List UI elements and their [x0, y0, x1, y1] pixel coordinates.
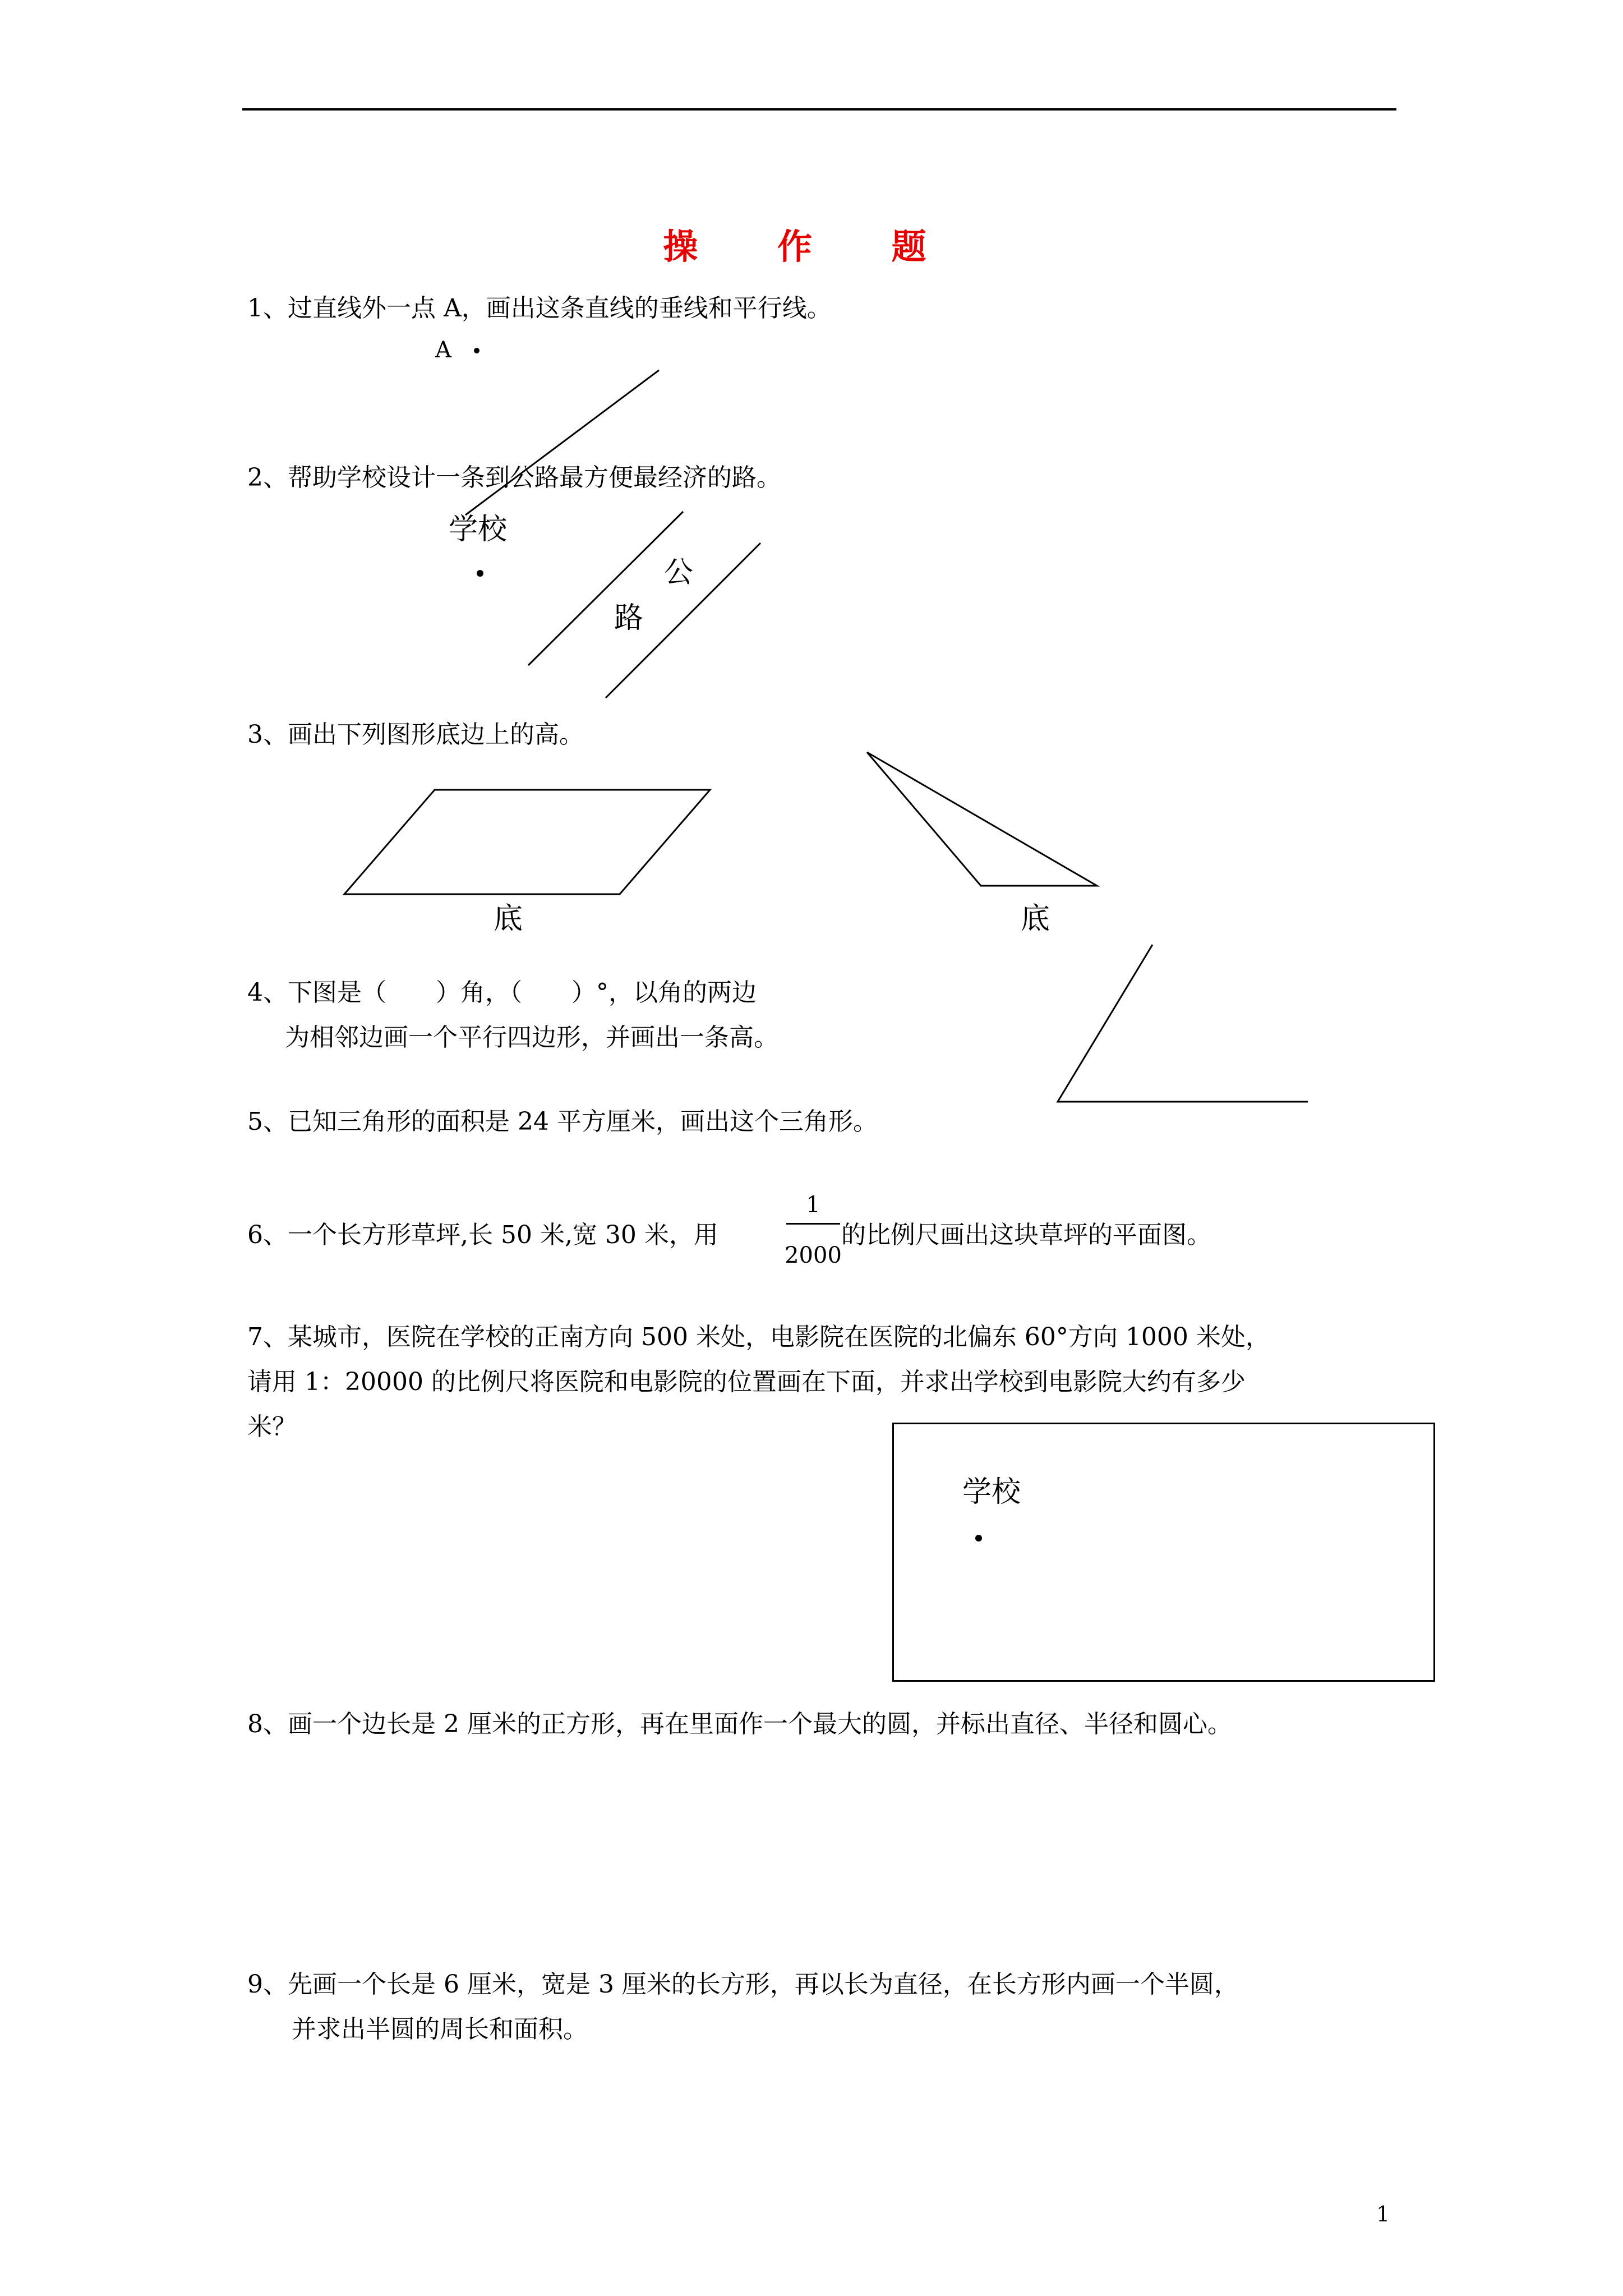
question-7-line-1: 7、某城市，医院在学校的正南方向 500 米处，电影院在医院的北偏东 60°方向 1000 米处， — [247, 1323, 1270, 1351]
question-7-line-2: 请用 1：20000 的比例尺将医院和电影院的位置画在下面，并求出学校到电影院大约有多少 — [247, 1368, 1246, 1396]
q1-point-a — [474, 348, 479, 353]
question-4-line-2: 为相邻边画一个平行四边形，并画出一条高。 — [285, 1023, 778, 1052]
question-7-line-3: 米？ — [247, 1412, 297, 1441]
q2-road-label-2: 路 — [614, 601, 644, 635]
q3-parallelogram — [344, 790, 710, 894]
q7-school-label: 学校 — [962, 1475, 1021, 1509]
q2-school-label: 学校 — [449, 513, 508, 546]
q6-fraction-numerator: 1 — [806, 1192, 820, 1218]
q1-given-line — [465, 370, 659, 515]
q1-point-label: A — [435, 337, 451, 363]
q2-road-edge-1 — [528, 512, 683, 665]
question-8-text: 8、画一个边长是 2 厘米的正方形，再在里面作一个最大的圆，并标出直径、半径和圆心。 — [247, 1710, 1232, 1738]
question-5-text: 5、已知三角形的面积是 24 平方厘米，画出这个三角形。 — [247, 1107, 878, 1136]
page-number: 1 — [1376, 2202, 1390, 2226]
question-6-suffix: 的比例尺画出这块草坪的平面图。 — [841, 1221, 1211, 1249]
question-3-text: 3、画出下列图形底边上的高。 — [247, 720, 584, 749]
q3-base-label-2: 底 — [1021, 902, 1050, 936]
q6-fraction-bar — [786, 1223, 840, 1225]
question-1-text: 1、过直线外一点 A，画出这条直线的垂线和平行线。 — [247, 294, 832, 323]
question-9-line-1: 9、先画一个长是 6 厘米，宽是 3 厘米的长方形，再以长为直径，在长方形内画一个半圆， — [247, 1970, 1239, 1999]
page-title: 操 作 题 — [663, 226, 960, 267]
q7-school-point — [975, 1535, 982, 1542]
question-4-line-1: 4、下图是（ ）角，（ ）°，以角的两边 — [247, 978, 757, 1007]
q2-school-point — [477, 570, 483, 577]
q2-road-label-1: 公 — [664, 556, 694, 590]
q3-triangle — [867, 752, 1097, 886]
q6-fraction-denominator: 2000 — [785, 1243, 842, 1268]
question-2-text: 2、帮助学校设计一条到公路最方便最经济的路。 — [247, 463, 781, 492]
q3-base-label-1: 底 — [494, 902, 523, 936]
q4-angle — [1058, 945, 1308, 1102]
q7-drawing-box — [892, 1423, 1435, 1682]
question-6-prefix: 6、一个长方形草坪,长 50 米,宽 30 米，用 — [247, 1221, 718, 1249]
question-9-line-2: 并求出半圆的周长和面积。 — [292, 2015, 588, 2044]
